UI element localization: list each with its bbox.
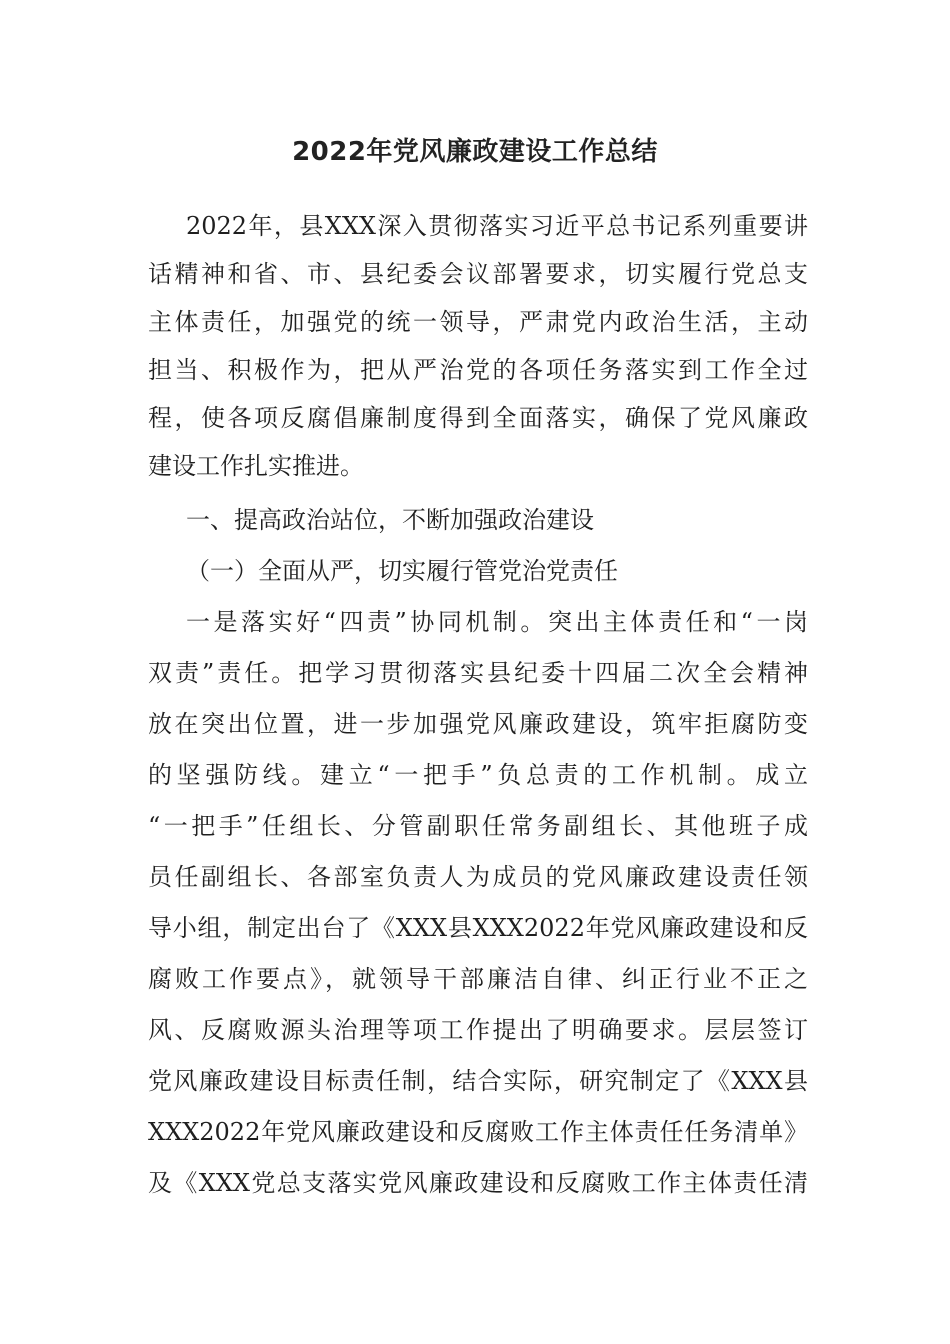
body-line: 及《XXX党总支落实党风廉政建设和反腐败工作主体责任清 [148,1169,808,1197]
body-line: 风、反腐败源头治理等项工作提出了明确要求。层层签订 [148,1016,808,1044]
body-line: 程，使各项反腐倡廉制度得到全面落实，确保了党风廉政 [148,404,808,432]
body-line: 党风廉政建设目标责任制，结合实际，研究制定了《XXX县 [148,1067,808,1095]
body-line: 导小组，制定出台了《XXX县XXX2022年党风廉政建设和反 [148,914,808,942]
subsection-heading: （一）全面从严，切实履行管党治党责任 [186,557,618,585]
body-line: 双责”责任。把学习贯彻落实县纪委十四届二次全会精神 [148,659,808,687]
body-line: 2022年，县XXX深入贯彻落实习近平总书记系列重要讲 [186,212,808,240]
body-line: 员任副组长、各部室负责人为成员的党风廉政建设责任领 [148,863,808,891]
body-line: 一是落实好“四责”协同机制。突出主体责任和“一岗 [186,608,808,636]
document-title: 2022年党风廉政建设工作总结 [292,137,658,167]
body-line: “一把手”任组长、分管副职任常务副组长、其他班子成 [148,812,808,840]
body-line: 放在突出位置，进一步加强党风廉政建设，筑牢拒腐防变 [148,710,808,738]
body-line: 腐败工作要点》，就领导干部廉洁自律、纠正行业不正之 [148,965,808,993]
body-line: 建设工作扎实推进。 [148,452,364,480]
section-heading: 一、提高政治站位，不断加强政治建设 [186,506,594,534]
body-line: 话精神和省、市、县纪委会议部署要求，切实履行党总支 [148,260,808,288]
body-line: 主体责任，加强党的统一领导，严肃党内政治生活，主动 [148,308,808,336]
body-line: XXX2022年党风廉政建设和反腐败工作主体责任任务清单》 [148,1118,808,1146]
body-line: 担当、积极作为，把从严治党的各项任务落实到工作全过 [148,356,808,384]
body-line: 的坚强防线。建立“一把手”负总责的工作机制。成立 [148,761,808,789]
